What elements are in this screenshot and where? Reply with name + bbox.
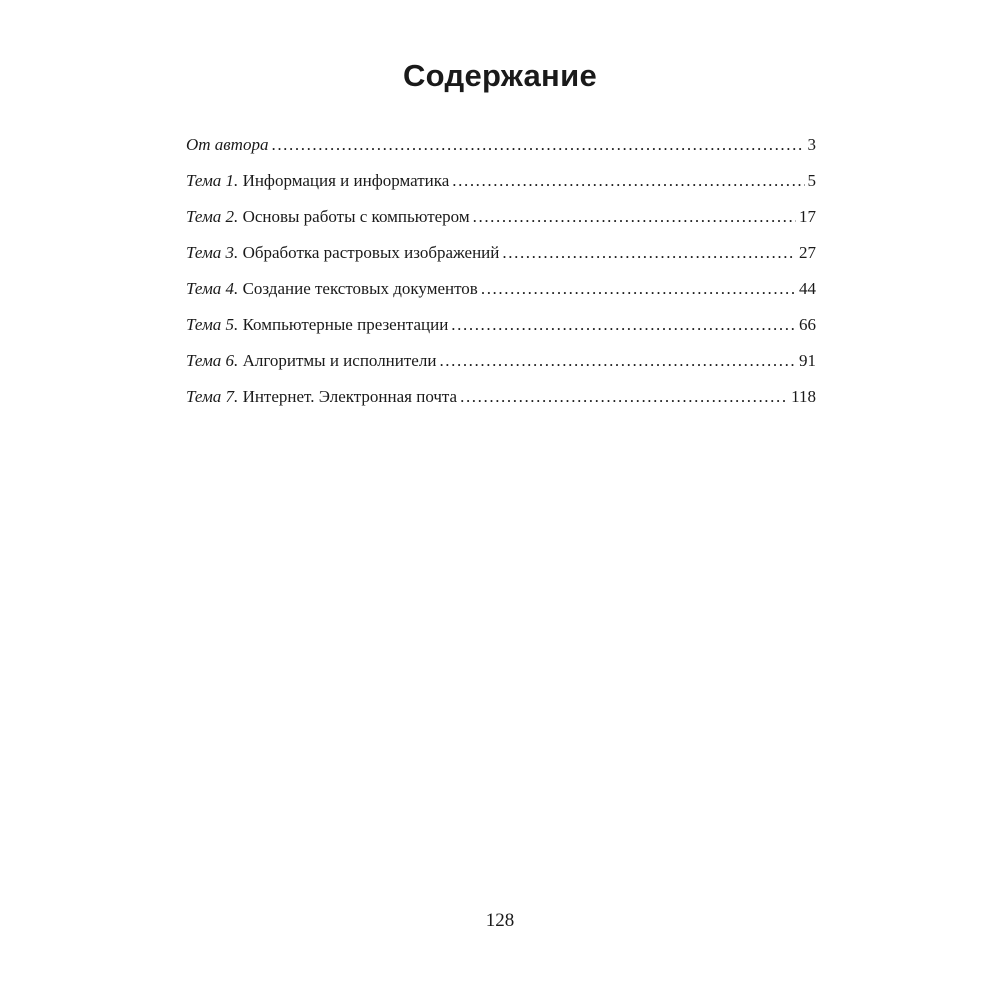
toc-entry-page: 27 [799,243,816,262]
toc-entry [186,135,816,171]
toc-entry-title: Интернет. Электронная почта [238,387,458,406]
toc-entry-title: Компьютерные презентации [238,315,449,334]
toc-entry [186,207,816,243]
toc-entry-lead [186,351,436,371]
toc-leader-dots [452,171,804,191]
toc-entry-lead [186,279,478,299]
toc-entry-title: Алгоритмы и исполнители [238,351,437,370]
toc-entry-lead [186,243,499,263]
toc-leader-dots [460,387,788,407]
toc-entry [186,315,816,351]
toc-entry-prefix: Тема 1. [186,171,239,190]
toc-entry-title: Обработка растровых изображений [238,243,500,262]
toc-entry-prefix: Тема 4. [186,279,239,298]
toc-leader-dots [502,243,796,263]
toc-entry-page: 3 [807,135,816,154]
toc-entry-page: 5 [807,171,816,190]
toc-entry-title: Создание текстовых документов [238,279,478,298]
toc-entry [186,279,816,315]
toc-entry-prefix: Тема 7. [186,387,239,406]
toc-entry-prefix: От автора [186,135,269,154]
toc-entry [186,243,816,279]
page-title: Содержание [403,58,597,93]
toc-leader-dots [451,315,796,335]
toc-entry-prefix: Тема 3. [186,243,239,262]
toc-entry-page: 118 [791,387,816,406]
toc-entry-page: 17 [799,207,816,226]
toc-entry-lead [186,135,268,155]
toc-leader-dots [271,135,804,155]
toc-leader-dots [473,207,796,227]
toc-entry-title: Основы работы с компьютером [238,207,470,226]
toc-entry-page: 91 [799,351,816,370]
toc-entry-lead [186,315,448,335]
table-of-contents [186,135,816,423]
toc-entry [186,387,816,423]
toc-leader-dots [439,351,796,371]
toc-entry-lead [186,387,457,407]
toc-entry-prefix: Тема 6. [186,351,239,370]
toc-entry-prefix: Тема 5. [186,315,239,334]
toc-entry [186,171,816,207]
page-number: 128 [485,910,515,931]
toc-entry-title: Информация и информатика [238,171,450,190]
toc-entry-prefix: Тема 2. [186,207,239,226]
toc-entry-page: 44 [799,279,816,298]
toc-entry-lead [186,207,470,227]
toc-entry-page: 66 [799,315,816,334]
toc-entry-lead [186,171,449,191]
toc-entry [186,351,816,387]
toc-leader-dots [481,279,796,299]
